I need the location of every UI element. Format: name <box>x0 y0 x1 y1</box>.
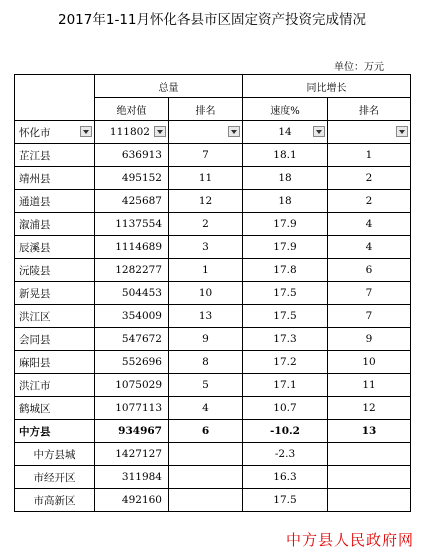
row-speed: 16.3 <box>243 466 328 489</box>
row-name: 会同县 <box>15 328 95 351</box>
row-speed: -2.3 <box>243 443 328 466</box>
header-blank <box>15 75 95 121</box>
row-rank2 <box>328 466 411 489</box>
row-rank2: 1 <box>328 144 411 167</box>
row-rank2: 2 <box>328 190 411 213</box>
row-name: 麻阳县 <box>15 351 95 374</box>
table-row <box>15 213 411 236</box>
row-rank: 10 <box>169 282 243 305</box>
row-speed: 18 <box>243 190 328 213</box>
row-name: 洪江区 <box>15 305 95 328</box>
row-value: 311984 <box>95 466 169 489</box>
table-row <box>15 305 411 328</box>
row-value: 547672 <box>95 328 169 351</box>
table-row <box>15 351 411 374</box>
row-name: 靖州县 <box>15 167 95 190</box>
filter-speed: 14 <box>278 126 292 138</box>
dropdown-arrow-icon[interactable] <box>228 126 240 137</box>
row-name: 沅陵县 <box>15 259 95 282</box>
table-row <box>15 443 411 466</box>
row-name: 市高新区 <box>15 489 95 512</box>
filter-rank-cell[interactable] <box>169 121 243 144</box>
row-value: 1114689 <box>95 236 169 259</box>
row-rank: 11 <box>169 167 243 190</box>
header-speed: 速度% <box>243 98 328 121</box>
row-value: 492160 <box>95 489 169 512</box>
table-row <box>15 466 411 489</box>
header-abs-value: 绝对值 <box>95 98 169 121</box>
row-speed: 17.8 <box>243 259 328 282</box>
investment-table <box>14 74 411 512</box>
dropdown-arrow-icon[interactable] <box>313 126 325 137</box>
row-rank: 1 <box>169 259 243 282</box>
row-rank: 12 <box>169 190 243 213</box>
row-name: 中方县 <box>15 420 95 443</box>
row-rank <box>169 489 243 512</box>
filter-rank2-cell[interactable] <box>328 121 411 144</box>
row-speed: 17.5 <box>243 489 328 512</box>
header-rank-1: 排名 <box>169 98 243 121</box>
table-row <box>15 167 411 190</box>
row-speed: -10.2 <box>243 420 328 443</box>
row-rank2: 13 <box>328 420 411 443</box>
dropdown-arrow-icon[interactable] <box>80 126 92 137</box>
row-value: 1282277 <box>95 259 169 282</box>
row-rank2: 6 <box>328 259 411 282</box>
filter-value: 111802 <box>109 126 150 138</box>
unit-label: 单位：万元 <box>334 62 384 73</box>
dropdown-arrow-icon[interactable] <box>396 126 408 137</box>
row-rank2: 2 <box>328 167 411 190</box>
watermark-logo: 中方县人民政府网 <box>285 531 414 549</box>
header-rank-2: 排名 <box>328 98 411 121</box>
page-title: 2017年1-11月怀化各县市区固定资产投资完成情况 <box>58 12 366 28</box>
row-speed: 18.1 <box>243 144 328 167</box>
row-rank: 5 <box>169 374 243 397</box>
table-row <box>15 236 411 259</box>
row-value: 1427127 <box>95 443 169 466</box>
row-name: 辰溪县 <box>15 236 95 259</box>
row-value: 1075029 <box>95 374 169 397</box>
row-speed: 17.5 <box>243 305 328 328</box>
filter-name-cell[interactable] <box>15 121 95 144</box>
row-rank2: 10 <box>328 351 411 374</box>
row-value: 1137554 <box>95 213 169 236</box>
header-total: 总量 <box>95 75 243 98</box>
row-rank <box>169 466 243 489</box>
row-speed: 17.2 <box>243 351 328 374</box>
dropdown-arrow-icon[interactable] <box>154 126 166 137</box>
row-rank2: 11 <box>328 374 411 397</box>
row-value: 425687 <box>95 190 169 213</box>
table-row <box>15 397 411 420</box>
table-row <box>15 259 411 282</box>
row-rank2: 4 <box>328 236 411 259</box>
row-rank: 3 <box>169 236 243 259</box>
row-rank: 4 <box>169 397 243 420</box>
row-rank2: 4 <box>328 213 411 236</box>
row-value: 504453 <box>95 282 169 305</box>
row-speed: 18 <box>243 167 328 190</box>
table-row <box>15 374 411 397</box>
row-value: 495152 <box>95 167 169 190</box>
row-name: 通道县 <box>15 190 95 213</box>
header-growth: 同比增长 <box>243 75 411 98</box>
table-row <box>15 420 411 443</box>
row-speed: 17.5 <box>243 282 328 305</box>
row-rank2: 12 <box>328 397 411 420</box>
filter-value-cell[interactable] <box>95 121 169 144</box>
row-name: 溆浦县 <box>15 213 95 236</box>
row-rank2: 7 <box>328 282 411 305</box>
row-rank: 8 <box>169 351 243 374</box>
row-rank2: 9 <box>328 328 411 351</box>
row-rank: 6 <box>169 420 243 443</box>
row-value: 1077113 <box>95 397 169 420</box>
row-rank: 13 <box>169 305 243 328</box>
row-name: 中方县城 <box>15 443 95 466</box>
row-value: 636913 <box>95 144 169 167</box>
row-name: 新晃县 <box>15 282 95 305</box>
row-value: 552696 <box>95 351 169 374</box>
row-value: 934967 <box>95 420 169 443</box>
row-rank2: 7 <box>328 305 411 328</box>
row-speed: 10.7 <box>243 397 328 420</box>
row-name: 洪江市 <box>15 374 95 397</box>
row-value: 354009 <box>95 305 169 328</box>
row-rank: 7 <box>169 144 243 167</box>
row-name: 鹤城区 <box>15 397 95 420</box>
row-speed: 17.9 <box>243 213 328 236</box>
table-row <box>15 190 411 213</box>
row-name: 芷江县 <box>15 144 95 167</box>
row-rank2 <box>328 443 411 466</box>
table-row <box>15 144 411 167</box>
row-rank: 2 <box>169 213 243 236</box>
row-speed: 17.3 <box>243 328 328 351</box>
table-row <box>15 489 411 512</box>
row-speed: 17.1 <box>243 374 328 397</box>
table-row <box>15 328 411 351</box>
row-speed: 17.9 <box>243 236 328 259</box>
row-name: 市经开区 <box>15 466 95 489</box>
row-rank2 <box>328 489 411 512</box>
table-row <box>15 282 411 305</box>
row-rank <box>169 443 243 466</box>
filter-row <box>15 121 411 144</box>
filter-name: 怀化市 <box>19 126 51 139</box>
filter-speed-cell[interactable] <box>243 121 328 144</box>
row-rank: 9 <box>169 328 243 351</box>
